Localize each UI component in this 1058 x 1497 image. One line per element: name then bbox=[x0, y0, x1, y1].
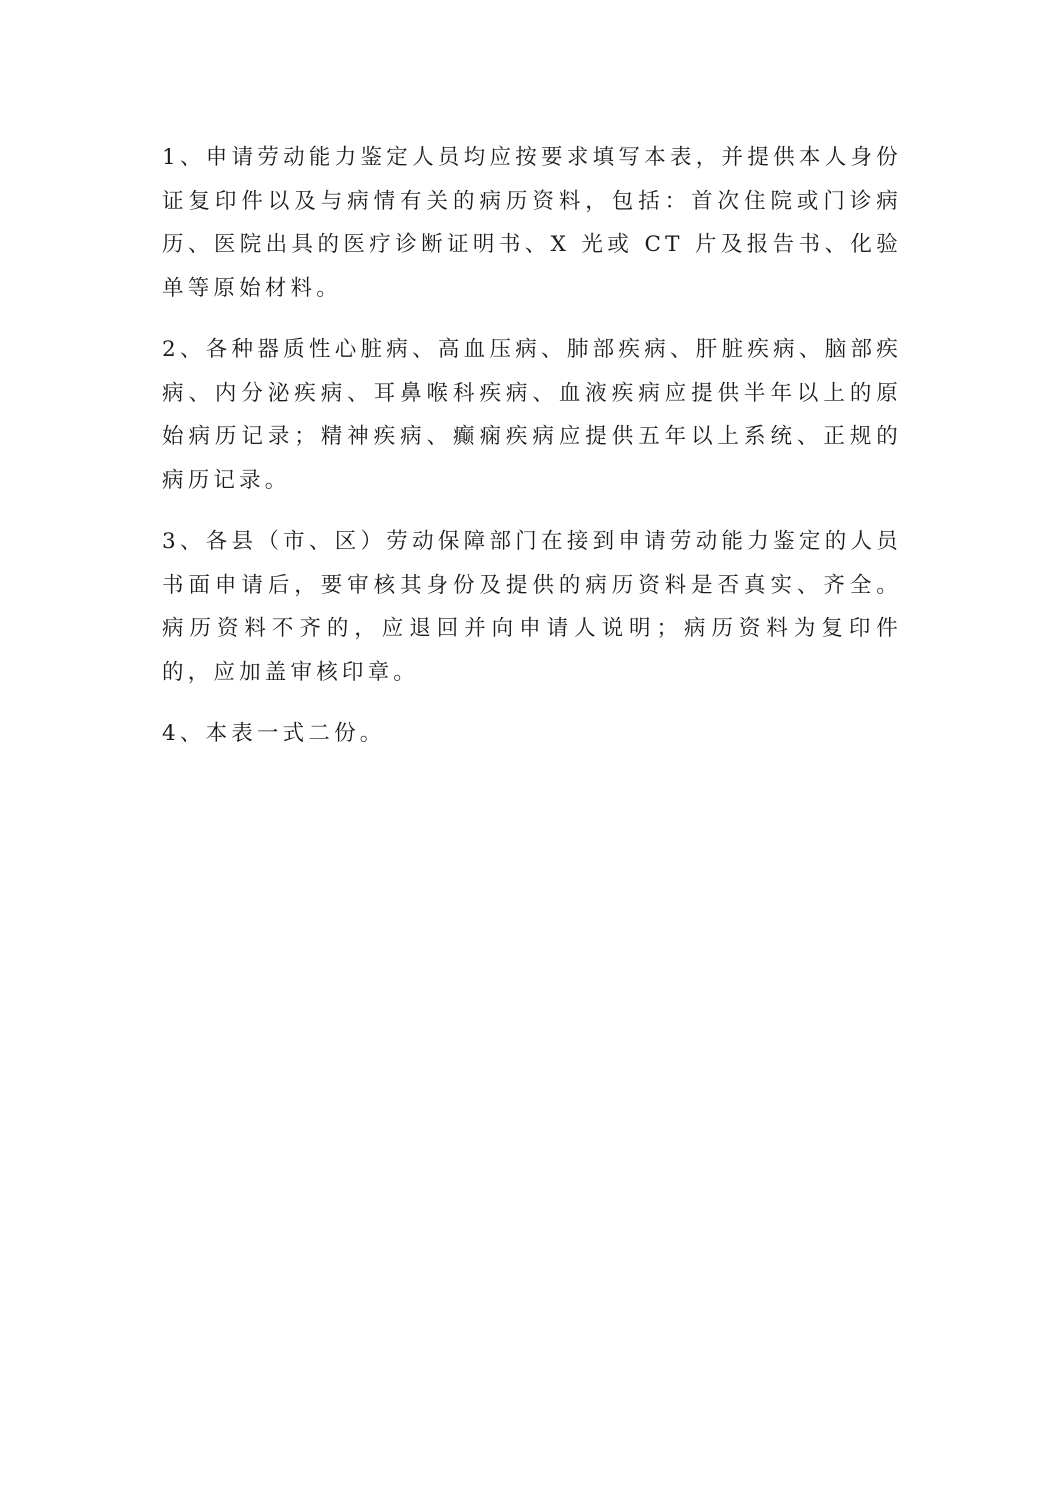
notes-section bbox=[162, 136, 902, 774]
note-item-4: 4、本表一式二份。 bbox=[162, 721, 386, 746]
note-item-3: 3、各县（市、区）劳动保障部门在接到申请劳动能力鉴定的人员书面申请后，要审核其身份及提供的病历资料是否真实、齐全。病历资料不齐的，应退回并向申请人说明；病历资料为复印件的，应加盖审核印章。 bbox=[162, 529, 902, 685]
note-item-2: 2、各种器质性心脏病、高血压病、肺部疾病、肝脏疾病、脑部疾病、内分泌疾病、耳鼻喉科疾病、血液疾病应提供半年以上的原始病历记录；精神疾病、癫痫疾病应提供五年以上系统、正规的病历记录。 bbox=[162, 337, 902, 493]
note-item-1: 1、申请劳动能力鉴定人员均应按要求填写本表，并提供本人身份证复印件以及与病情有关的病历资料，包括：首次住院或门诊病历、医院出具的医疗诊断证明书、X 光或 CT 片及报告书、化验单等原始材料。 bbox=[162, 145, 902, 301]
